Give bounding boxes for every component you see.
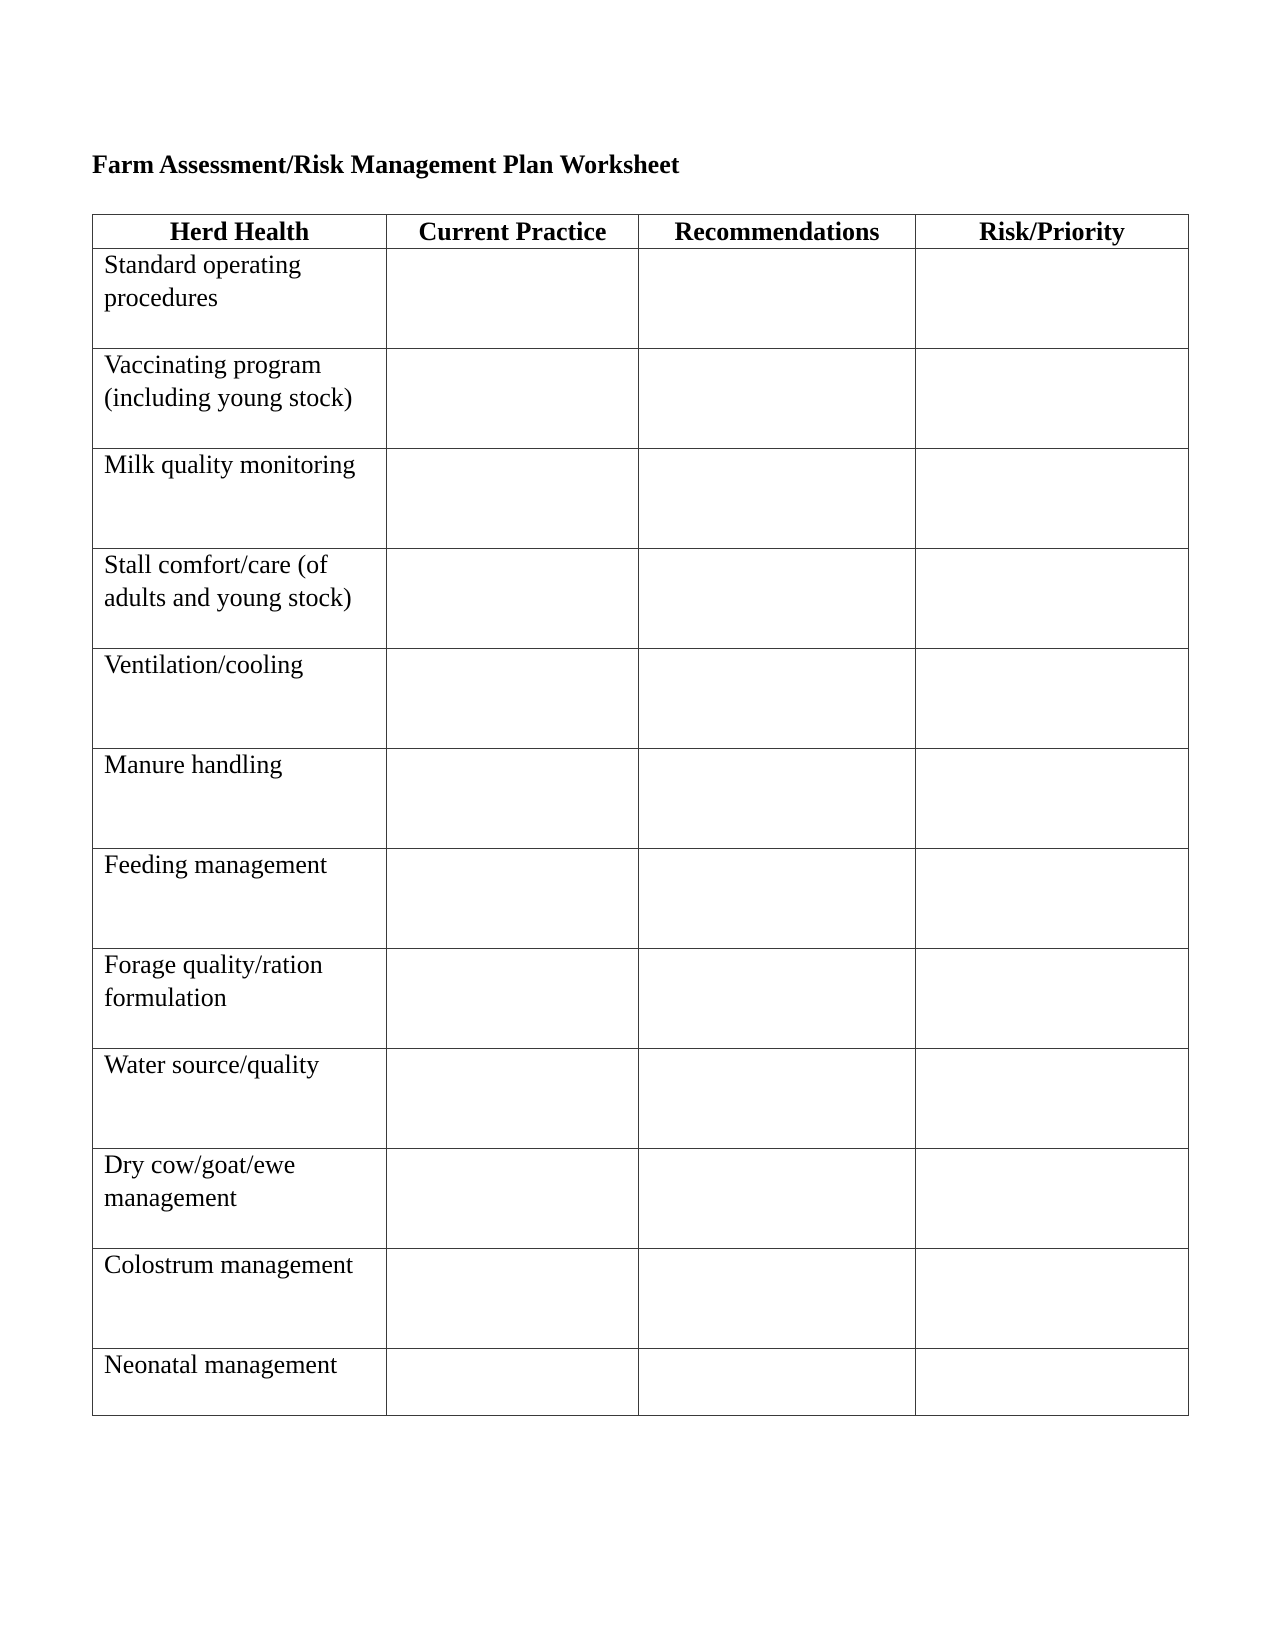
table-row bbox=[93, 1249, 1189, 1349]
topic-cell bbox=[93, 249, 387, 349]
risk-priority-cell[interactable] bbox=[916, 949, 1189, 1049]
worksheet-table bbox=[92, 214, 1189, 1416]
topic-cell bbox=[93, 449, 387, 549]
recommendations-cell[interactable] bbox=[639, 649, 916, 749]
current-practice-cell[interactable] bbox=[387, 849, 639, 949]
recommendations-cell[interactable] bbox=[639, 449, 916, 549]
table-row bbox=[93, 949, 1189, 1049]
topic-cell bbox=[93, 1149, 387, 1249]
table-row bbox=[93, 549, 1189, 649]
topic-label: Colostrum management bbox=[104, 1250, 354, 1279]
table-row bbox=[93, 1349, 1189, 1416]
topic-cell bbox=[93, 649, 387, 749]
risk-priority-cell[interactable] bbox=[916, 1249, 1189, 1349]
recommendations-cell[interactable] bbox=[639, 949, 916, 1049]
topic-cell bbox=[93, 1349, 387, 1416]
page-title: Farm Assessment/Risk Management Plan Worksheet bbox=[92, 150, 680, 179]
table-row bbox=[93, 649, 1189, 749]
topic-cell bbox=[93, 949, 387, 1049]
recommendations-cell[interactable] bbox=[639, 349, 916, 449]
current-practice-cell[interactable] bbox=[387, 349, 639, 449]
topic-label: Manure handling bbox=[104, 750, 283, 779]
topic-label: Neonatal management bbox=[104, 1350, 338, 1379]
recommendations-cell[interactable] bbox=[639, 749, 916, 849]
risk-priority-cell[interactable] bbox=[916, 349, 1189, 449]
risk-priority-cell[interactable] bbox=[916, 249, 1189, 349]
topic-cell bbox=[93, 1249, 387, 1349]
current-practice-cell[interactable] bbox=[387, 549, 639, 649]
current-practice-cell[interactable] bbox=[387, 449, 639, 549]
risk-priority-cell[interactable] bbox=[916, 649, 1189, 749]
current-practice-cell[interactable] bbox=[387, 1349, 639, 1416]
risk-priority-cell[interactable] bbox=[916, 1149, 1189, 1249]
recommendations-cell[interactable] bbox=[639, 1149, 916, 1249]
recommendations-cell[interactable] bbox=[639, 1249, 916, 1349]
header-row bbox=[93, 215, 1189, 249]
recommendations-cell[interactable] bbox=[639, 549, 916, 649]
topic-label: Standard operating procedures bbox=[104, 250, 302, 312]
current-practice-cell[interactable] bbox=[387, 1049, 639, 1149]
table-row bbox=[93, 249, 1189, 349]
recommendations-cell[interactable] bbox=[639, 849, 916, 949]
recommendations-cell[interactable] bbox=[639, 1049, 916, 1149]
topic-cell bbox=[93, 849, 387, 949]
header-risk-priority: Risk/Priority bbox=[916, 215, 1189, 249]
current-practice-cell[interactable] bbox=[387, 749, 639, 849]
table-row bbox=[93, 749, 1189, 849]
table-row bbox=[93, 449, 1189, 549]
risk-priority-cell[interactable] bbox=[916, 549, 1189, 649]
topic-label: Ventilation/cooling bbox=[104, 650, 304, 679]
topic-cell bbox=[93, 549, 387, 649]
current-practice-cell[interactable] bbox=[387, 949, 639, 1049]
table-row bbox=[93, 1149, 1189, 1249]
current-practice-cell[interactable] bbox=[387, 649, 639, 749]
table-row bbox=[93, 349, 1189, 449]
header-recommendations: Recommendations bbox=[639, 215, 916, 249]
topic-cell bbox=[93, 1049, 387, 1149]
topic-label: Stall comfort/care (of adults and young stock) bbox=[104, 550, 352, 612]
topic-label: Dry cow/goat/ewe management bbox=[104, 1150, 296, 1212]
topic-label: Feeding management bbox=[104, 850, 328, 879]
topic-label: Water source/quality bbox=[104, 1050, 320, 1079]
risk-priority-cell[interactable] bbox=[916, 1049, 1189, 1149]
table-row bbox=[93, 849, 1189, 949]
header-current-practice: Current Practice bbox=[387, 215, 639, 249]
topic-label: Vaccinating program (including young stock) bbox=[104, 350, 353, 412]
recommendations-cell[interactable] bbox=[639, 1349, 916, 1416]
topic-label: Forage quality/ration formulation bbox=[104, 950, 323, 1012]
risk-priority-cell[interactable] bbox=[916, 1349, 1189, 1416]
risk-priority-cell[interactable] bbox=[916, 449, 1189, 549]
risk-priority-cell[interactable] bbox=[916, 849, 1189, 949]
recommendations-cell[interactable] bbox=[639, 249, 916, 349]
current-practice-cell[interactable] bbox=[387, 1149, 639, 1249]
topic-cell bbox=[93, 349, 387, 449]
current-practice-cell[interactable] bbox=[387, 249, 639, 349]
table-row bbox=[93, 1049, 1189, 1149]
risk-priority-cell[interactable] bbox=[916, 749, 1189, 849]
topic-cell bbox=[93, 749, 387, 849]
header-herd-health: Herd Health bbox=[93, 215, 387, 249]
current-practice-cell[interactable] bbox=[387, 1249, 639, 1349]
topic-label: Milk quality monitoring bbox=[104, 450, 356, 479]
